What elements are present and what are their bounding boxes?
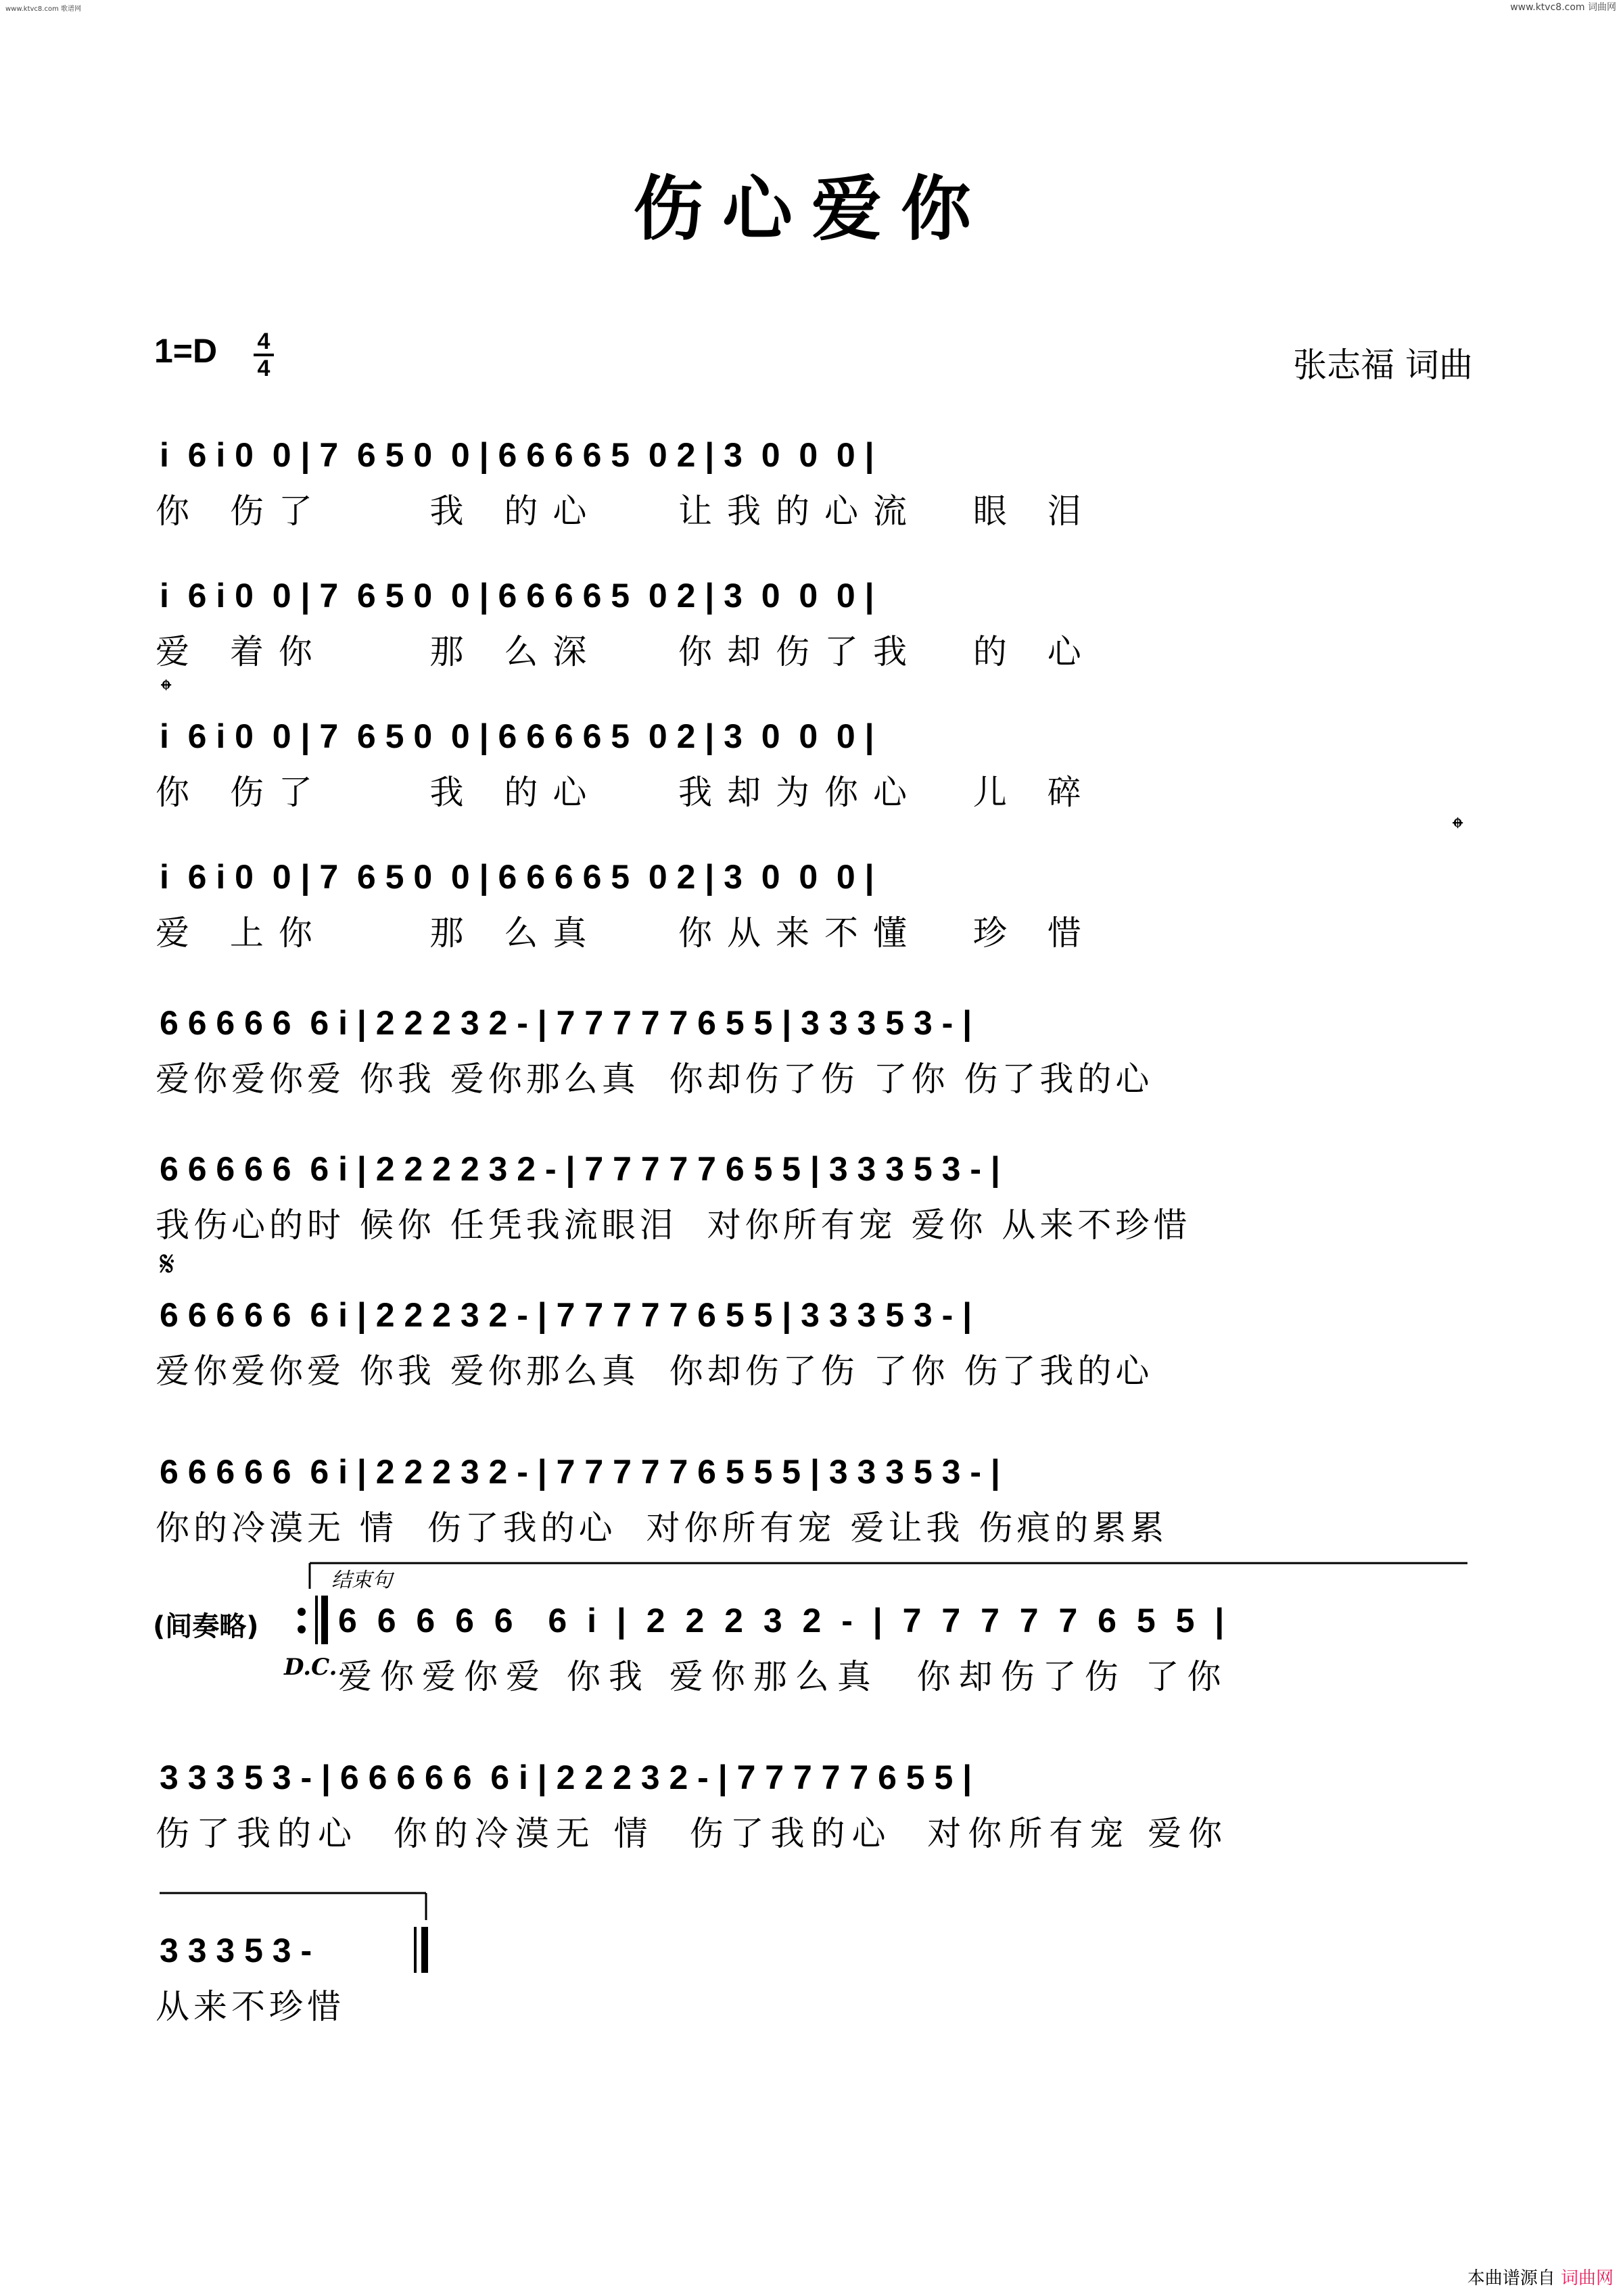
repeat-dot-bottom	[298, 1625, 306, 1633]
score-line-1-notes: i 6 i 0 0 | 7 6 5 0 0 | 6 6 6 6 5 0 2 | 3 0 0 0 |	[160, 436, 874, 474]
score-line-1-lyrics: 你 伤了 我 的心 让我的心流 眼 泪	[156, 492, 1096, 531]
score-line-5-lyrics: 爱你爱你爱 你我 爱你那么真 你却伤了伤 了你 伤了我的心	[156, 1059, 1154, 1099]
coda-sign: 𝄌	[161, 673, 172, 708]
da-capo-mark: D.C.	[284, 1654, 337, 1681]
coda-sign-end: 𝄌	[1453, 811, 1463, 846]
score-line-5-notes: 6 6 6 6 6 6 i | 2 2 2 3 2 - | 7 7 7 7 7 6 5 5 | 3 3 3 5 3 - |	[160, 1004, 972, 1042]
score-line-8-lyrics: 你的冷漠无 情 伤了我的心 对你所有宠 爱让我 伤痕的累累	[156, 1508, 1169, 1548]
time-numerator: 4	[257, 329, 270, 354]
score-line-6-notes: 6 6 6 6 6 6 i | 2 2 2 2 3 2 - | 7 7 7 7 7 6 5 5 | 3 3 3 5 3 - |	[160, 1150, 1000, 1188]
score-line-2-notes: i 6 i 0 0 | 7 6 5 0 0 | 6 6 6 6 5 0 2 | 3 0 0 0 |	[160, 577, 874, 615]
footer-site-link[interactable]: 词曲网	[1560, 2268, 1614, 2289]
segno-sign: 𝄋	[160, 1244, 175, 1285]
site-watermark-right: www.ktvc8.com 词曲网	[1510, 2, 1616, 13]
interlude-note: (间奏略)	[153, 1611, 259, 1642]
score-line-8-notes: 6 6 6 6 6 6 i | 2 2 2 3 2 - | 7 7 7 7 7 6 5 5 5 | 3 3 3 5 3 - |	[160, 1453, 1000, 1491]
site-watermark-left: www.ktvc8.com 歌谱网	[5, 5, 82, 13]
score-line-3-notes: i 6 i 0 0 | 7 6 5 0 0 | 6 6 6 6 5 0 2 | 3 0 0 0 |	[160, 717, 874, 755]
score-line-9-lyrics: 爱你爱你爱 你我 爱你那么真 你却伤了伤 了你	[338, 1657, 1229, 1696]
score-line-4-lyrics: 爱 上你 那 么真 你从来不懂 珍 惜	[156, 913, 1096, 953]
score-line-7-notes: 6 6 6 6 6 6 i | 2 2 2 3 2 - | 7 7 7 7 7 6 5 5 | 3 3 3 5 3 - |	[160, 1296, 972, 1334]
score-line-9-notes: 6 6 6 6 6 6 i | 2 2 2 3 2 - | 7 7 7 7 7 6 5 5 |	[338, 1602, 1230, 1640]
author-credit: 张志福 词曲	[1293, 345, 1473, 385]
score-line-6-lyrics: 我伤心的时 候你 任凭我流眼泪 对你所有宠 爱你 从来不珍惜	[156, 1205, 1192, 1245]
score-line-11-lyrics: 从来不珍惜	[156, 1987, 345, 2026]
score-line-10-notes: 3 3 3 5 3 - | 6 6 6 6 6 6 i | 2 2 2 3 2 - | 7 7 7 7 7 6 5 5 |	[160, 1759, 972, 1796]
song-title: 伤心爱你	[632, 167, 990, 250]
score-line-10-lyrics: 伤了我的心 你的冷漠无 情 伤了我的心 对你所有宠 爱你	[156, 1814, 1229, 1853]
key-signature: 1=D	[154, 332, 218, 370]
time-denominator: 4	[257, 356, 270, 381]
ending-label: 结束句	[331, 1569, 392, 1592]
score-line-4-notes: i 6 i 0 0 | 7 6 5 0 0 | 6 6 6 6 5 0 2 | 3 0 0 0 |	[160, 858, 874, 896]
footer-source	[1467, 2264, 1614, 2289]
score-line-11-notes: 3 3 3 5 3 -	[160, 1932, 312, 1969]
footer-prefix: 本曲谱源自	[1467, 2268, 1555, 2289]
repeat-dot-top	[298, 1608, 306, 1616]
score-line-3-lyrics: 你 伤了 我 的心 我却为你心 儿 碎	[156, 773, 1096, 812]
score-line-2-lyrics: 爱 着你 那 么深 你却伤了我 的 心	[156, 632, 1096, 671]
score-line-7-lyrics: 爱你爱你爱 你我 爱你那么真 你却伤了伤 了你 伤了我的心	[156, 1352, 1154, 1391]
